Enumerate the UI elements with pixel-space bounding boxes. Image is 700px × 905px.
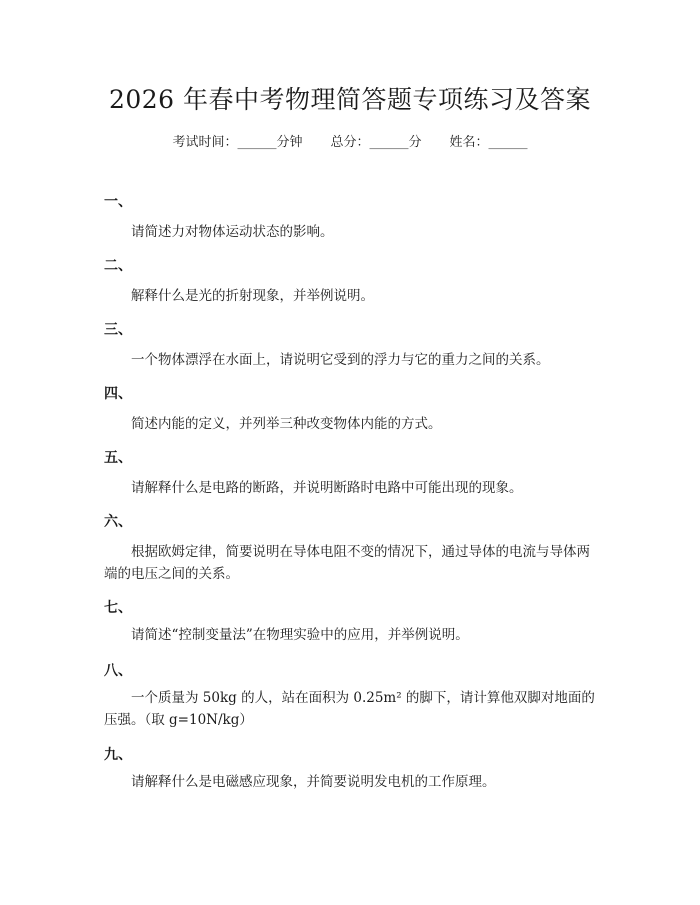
question-number: 三、 (104, 322, 132, 338)
exam-meta (0, 131, 700, 150)
question-text: 请解释什么是电路的断路，并说明断路时电路中可能出现的现象。 (131, 480, 523, 496)
question-number: 五、 (104, 450, 132, 466)
question-text: 一个物体漂浮在水面上，请说明它受到的浮力与它的重力之间的关系。 (131, 352, 550, 368)
question-number: 九、 (104, 747, 132, 763)
page-title: 2026 年春中考物理简答题专项练习及答案 (108, 85, 592, 114)
question-text: 根据欧姆定律，简要说明在导体电阻不变的情况下，通过导体的电流与导体两端的电压之间的关系。 (104, 544, 590, 582)
total-score-field: 总分：______分 (330, 135, 422, 150)
question-text: 简述内能的定义，并列举三种改变物体内能的方式。 (131, 416, 442, 432)
question-text: 一个质量为 50kg 的人，站在面积为 0.25m² 的脚下，请计算他双脚对地面的压强。（取 g=10N/kg） (104, 690, 595, 728)
question-number: 八、 (104, 663, 132, 679)
question-text: 请简述“控制变量法”在物理实验中的应用，并举例说明。 (131, 627, 469, 643)
exam-time-field: 考试时间：______分钟 (172, 135, 303, 150)
question-text: 请解释什么是电磁感应现象，并简要说明发电机的工作原理。 (131, 774, 496, 790)
question-number: 六、 (104, 514, 132, 530)
question-text: 解释什么是光的折射现象，并举例说明。 (131, 288, 374, 304)
question-number: 七、 (104, 600, 132, 616)
question-number: 二、 (104, 258, 132, 274)
question-text: 请简述力对物体运动状态的影响。 (131, 224, 334, 240)
question-number: 一、 (104, 194, 132, 210)
question-number: 四、 (104, 386, 132, 402)
student-name-field: 姓名：______ (449, 135, 528, 150)
